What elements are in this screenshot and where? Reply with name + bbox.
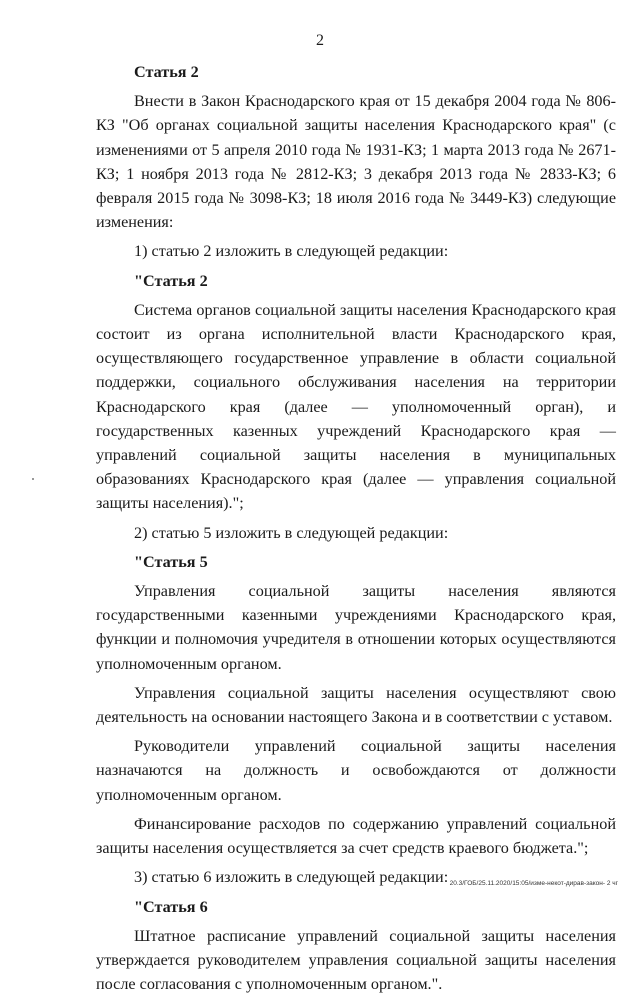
document-body [96,60,616,996]
paragraph: Штатное расписание управлений социальной защиты населения утверждается руководителем управления социальной защиты населения после согласования с уполномоченным органом.". [96,926,616,994]
article-heading: "Статья 5 [134,552,208,571]
paragraph: Управления социальной защиты населения являются государственными казенными учреждениями Краснодарского края, функции и полномочия учредителя в отношении которых осуществляются уполномоченным органом. [96,582,616,673]
paragraph: Финансирование расходов по содержанию управлений социальной защиты населения осуществляется за счет средств краевого бюджета."; [96,814,616,858]
footer-document-code: 20.3/ГОБ/25.11.2020/15:05/изме-некот-дирав-закон- 2 чг [449,880,618,887]
margin-mark [32,478,34,480]
paragraph: Управления социальной защиты населения осуществляют свою деятельность на основании настоящего Закона и в соответствии с уставом. [96,683,616,727]
paragraph: Руководители управлений социальной защиты населения назначаются на должность и освобождаются от должности уполномоченным органом. [96,737,616,804]
paragraph: 2) статью 5 изложить в следующей редакции: [134,523,449,542]
paragraph: 3) статью 6 изложить в следующей редакции: [134,868,449,887]
paragraph: 1) статью 2 изложить в следующей редакции: [134,242,449,261]
page-number: 2 [316,32,324,49]
article-heading: "Статья 6 [134,897,208,916]
article-heading: Статья 2 [134,63,199,81]
paragraph: Внести в Закон Краснодарского края от 15 декабря 2004 года № 806-КЗ "Об органах социальной защиты населения Краснодарского края" (с изменениями от 5 апреля 2010 года № 1931-КЗ; 1 марта 2013 года № 2671-КЗ; 1 ноября 2013 года № 2812-КЗ; 3 декабря 2013 года № 2833-КЗ; 6 февраля 2015 года № 3098-КЗ; 18 июля 2016 года № 3449-КЗ) следующие изменения: [96,92,616,232]
paragraph: Система органов социальной защиты населения Краснодарского края состоит из органа исполнительной власти Краснодарского края, осуществляющего государственное управление в области социальной поддержки, социального обслуживания населения на территории Краснодарского края (далее — уполномоченный орган), и государственных казенных учреждений Краснодарского края — управлений социальной защиты населения в муниципальных образованиях Краснодарского края (далее — управления социальной защиты населения)."; [96,300,616,513]
article-heading: "Статья 2 [134,271,208,290]
